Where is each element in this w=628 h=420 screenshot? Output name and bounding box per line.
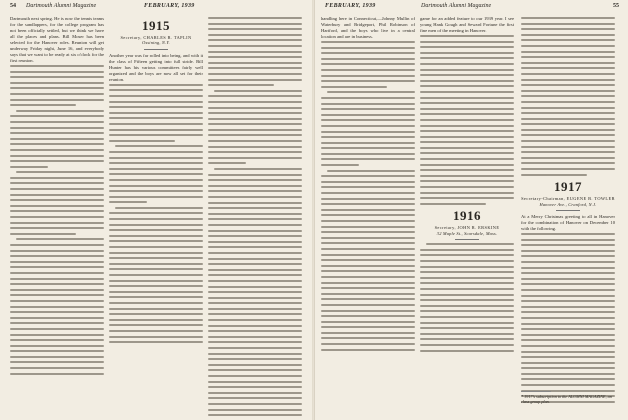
magazine-title: Dartmouth Alumni Magazine: [26, 3, 97, 9]
body-text: [420, 35, 514, 205]
body-text: [109, 84, 203, 343]
page-number: 55: [613, 3, 619, 9]
body-text: [321, 41, 415, 351]
secretary-address: Ossining, N.Y.: [142, 40, 170, 46]
body-text: [208, 17, 302, 416]
divider: [556, 210, 580, 211]
body-text: [521, 17, 615, 176]
class-year-heading: 1917: [554, 179, 582, 195]
divider: [455, 239, 479, 240]
paragraph: At a Merry Christmas greeting to all in Hanover for the combination of Hanover on December 10 with the following.: [521, 214, 615, 232]
footnote: * 1917's subscription to the ALUMNI MAGAZINE, an class group plan.: [521, 394, 612, 405]
text-column: [10, 16, 104, 416]
class-secretary: Secretary, JOHN R. ERSKINE: [434, 225, 500, 231]
text-column: [109, 16, 203, 416]
footnote-rule: [521, 391, 551, 392]
divider: [144, 49, 168, 50]
body-text: [521, 233, 615, 403]
paragraph: game for an added feature to our 1939 year. I see young Hank Gough and Seward Fortune the first fine men of the meeting in Hanover.: [420, 16, 514, 33]
magazine-title: Dartmouth Alumni Magazine: [421, 3, 492, 9]
running-head-right: [325, 3, 619, 15]
text-column: [321, 16, 415, 416]
issue-date: FEBRUARY, 1939: [325, 3, 376, 9]
paragraph: handling here in Connecticut,—Johnny Mullin of Waterbury and Bridgeport, Phil Robinson of Hartford, and the boys who live in a central location and are in business.: [321, 16, 415, 39]
paragraph: Dartmouth next spring. He is now the tennis teams for the sandlappers, for the college program has not been officially settled, but we think we have all the places and plans. Bill Moser has been selected for the Hanover roles. Reunion will get underway Friday night, June 16, and everybody says that we want to be ready at six o'clock for the first reunion.: [10, 16, 104, 63]
secretary-address: 32 Maple St., Scarsdale, Mass.: [436, 230, 498, 236]
text-column: [208, 16, 302, 416]
body-text: [10, 65, 104, 375]
running-head-left: [10, 3, 304, 15]
text-column: [420, 16, 514, 416]
secretary-address: Hanover Ave., Cranford, N.J.: [539, 201, 597, 207]
right-page: [314, 0, 628, 420]
text-column: [521, 16, 615, 416]
class-year-heading: 1916: [453, 208, 481, 224]
issue-date: FEBRUARY, 1939: [144, 3, 195, 9]
class-year-heading: 1915: [142, 18, 170, 33]
class-secretary: Secretary, CHARLES R. TAPLIN: [120, 35, 192, 40]
body-text: [420, 243, 514, 351]
paragraph: Another year was far rolled into being, and with it the class of Fifteen getting into full stride. Bill Hunter has his various committees fairly well organized and the boys are now all set for their reunion.: [109, 52, 203, 82]
class-secretary: Secretary-Chairman, EUGENE B. TOWLER: [521, 196, 615, 202]
page-number: 54: [10, 3, 16, 9]
